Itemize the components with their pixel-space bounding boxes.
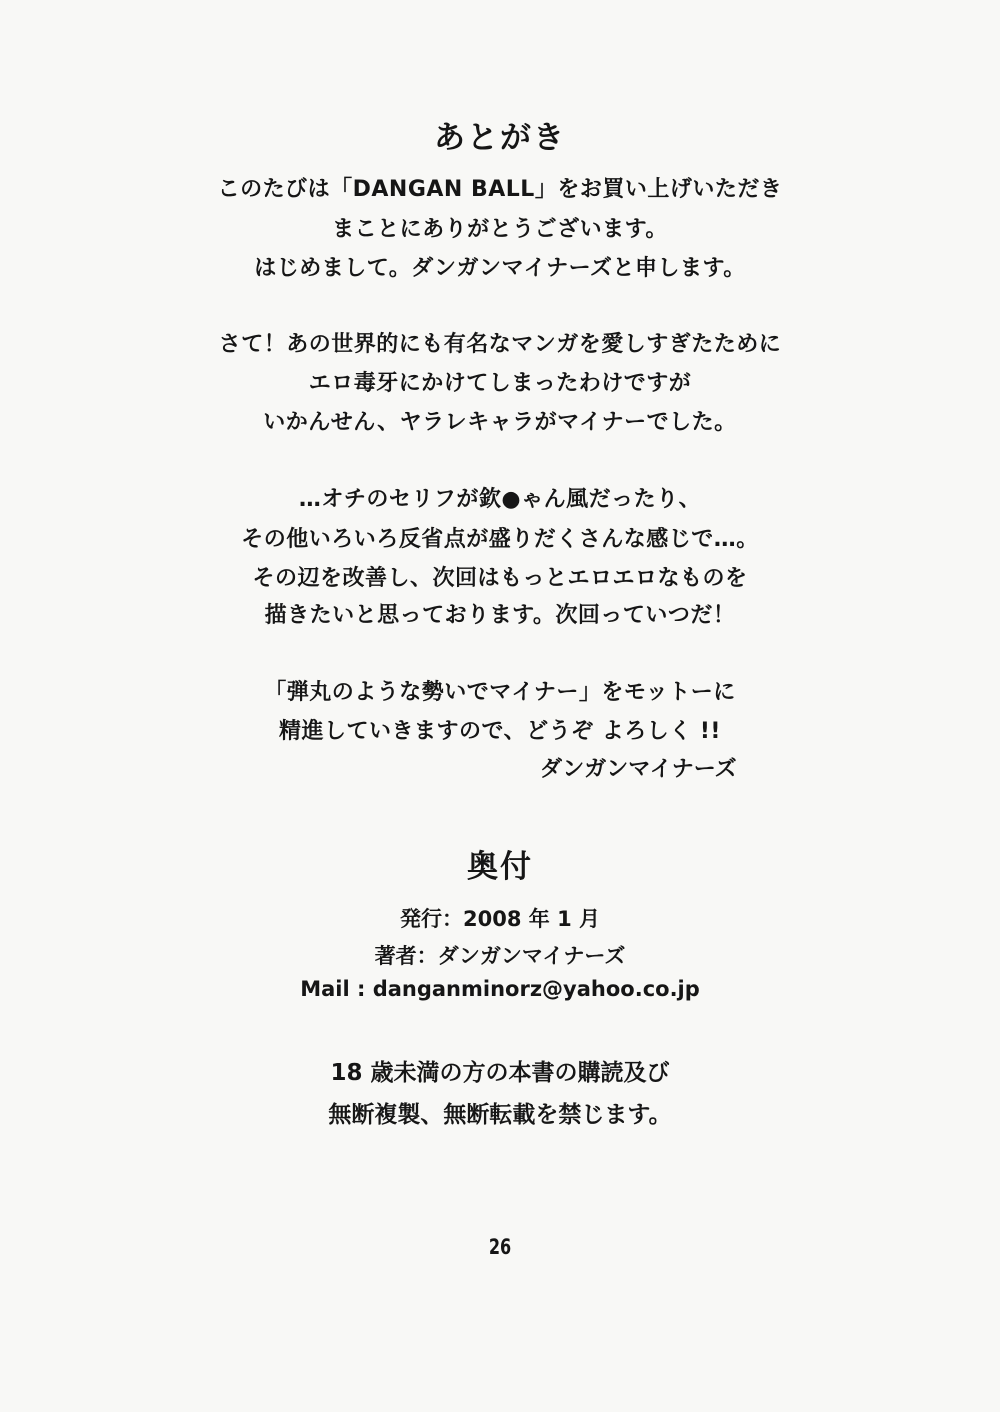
afterword-line: 「弾丸のような勢いでマイナー」をモットーに (264, 680, 736, 705)
afterword-line: さて！あの世界的にも有名なマンガを愛しすぎたために (218, 332, 782, 357)
afterword-line: はじめまして。ダンガンマイナーズと申します。 (254, 256, 746, 281)
afterword-line: その他いろいろ反省点が盛りだくさんな感じで…。 (241, 527, 759, 552)
afterword-line: いかんせん、ヤラレキャラがマイナーでした。 (263, 410, 737, 435)
afterword-signature: ダンガンマイナーズ (540, 757, 737, 782)
colophon-notice: 無断複製、無断転載を禁じます。 (328, 1102, 672, 1128)
colophon-notice: 18 歳未満の方の本書の購読及び (330, 1060, 670, 1086)
afterword-line: 精進していきますので、どうぞ よろしく !! (279, 719, 721, 744)
colophon-mail: Mail : danganminorz@yahoo.co.jp (300, 977, 700, 1001)
colophon-issued: 発行：2008 年 1 月 (400, 907, 600, 931)
colophon-author: 著者：ダンガンマイナーズ (374, 944, 626, 968)
afterword-line: エロ毒牙にかけてしまったわけですが (308, 371, 692, 396)
page-number: 26 (488, 1235, 512, 1259)
afterword-line: その辺を改善し、次回はもっとエロエロなものを (252, 566, 748, 591)
colophon-title: 奥付 (467, 849, 533, 885)
afterword-line: …オチのセリフが欽●ゃん風だったり、 (298, 487, 702, 512)
afterword-title: あとがき (434, 120, 566, 156)
afterword-line: まことにありがとうございます。 (332, 217, 668, 242)
afterword-line: このたびは「DANGAN BALL」をお買い上げいただき (217, 177, 783, 202)
afterword-line: 描きたいと思っております。次回っていつだ！ (264, 603, 736, 628)
